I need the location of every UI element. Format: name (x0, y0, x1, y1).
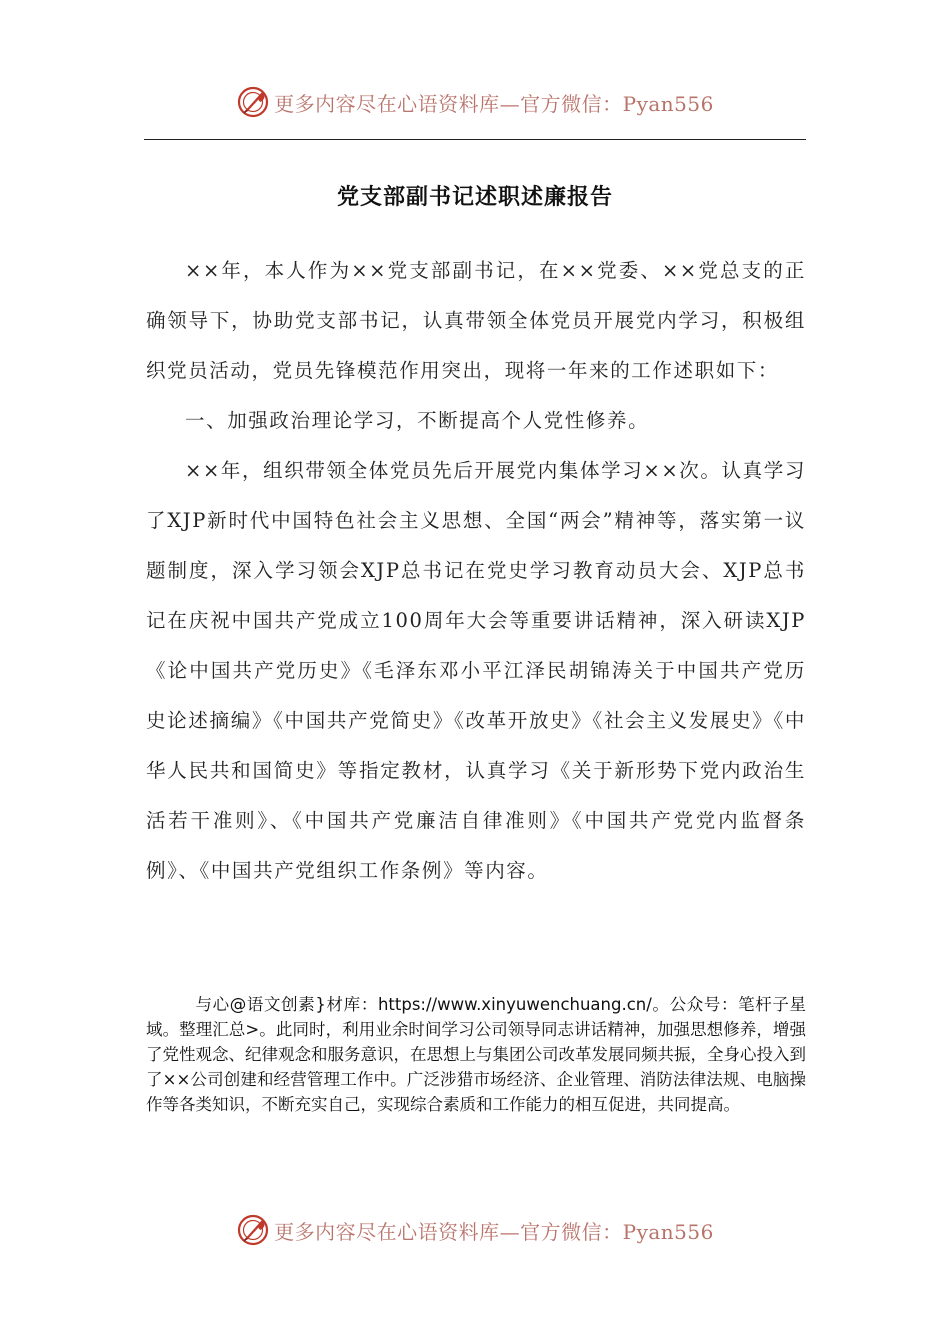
document-body (146, 246, 806, 896)
paragraph-small: 与心@语文创素}材库：https://www.xinyuwenchuang.cn/。公众号：笔杆子星域。整理汇总>。此同时，利用业余时间学习公司领导同志讲话精神，加强思想修养，增强了党性观念、纪律观念和服务意识，在思想上与集团公司改革发展同频共振，全身心投入到了××公司创建和经营管理工作中。广泛涉猎市场经济、企业管理、消防法律法规、电脑操作等各类知识，不断充实自己，实现综合素质和工作能力的相互促进，共同提高。 (146, 995, 806, 1114)
footer-banner-text: 更多内容尽在心语资料库—官方微信：Pyan556 (274, 1219, 714, 1244)
header-banner (0, 80, 950, 124)
footer-banner (0, 1208, 950, 1252)
quill-logo-icon (236, 85, 270, 119)
paragraph-intro: ××年，本人作为××党支部副书记，在××党委、××党总支的正确领导下，协助党支部书记，认真带领全体党员开展党内学习，积极组织党员活动，党员先锋模范作用突出，现将一年来的工作述职如下： (146, 259, 806, 382)
paragraph-section-heading: 一、加强政治理论学习，不断提高个人党性修养。 (185, 409, 650, 432)
paragraph-study: ××年，组织带领全体党员先后开展党内集体学习××次。认真学习了XJP新时代中国特色社会主义思想、全国“两会”精神等，落实第一议题制度，深入学习领会XJP总书记在党史学习教育动员大会、XJP总书记在庆祝中国共产党成立100周年大会等重要讲话精神，深入研读XJP《论中国共产党历史》《毛泽东邓小平江泽民胡锦涛关于中国共产党历史论述摘编》《中国共产党简史》《改革开放史》《社会主义发展史》《中华人民共和国简史》等指定教材，认真学习《关于新形势下党内政治生活若干准则》、《中国共产党廉洁自律准则》《中国共产党党内监督条例》、《中国共产党组织工作条例》等内容。 (146, 459, 806, 882)
quill-logo-icon (236, 1213, 270, 1247)
document-title: 党支部副书记述职述廉报告 (336, 184, 613, 210)
header-banner-text: 更多内容尽在心语资料库—官方微信：Pyan556 (274, 91, 714, 116)
header-divider (144, 139, 806, 140)
